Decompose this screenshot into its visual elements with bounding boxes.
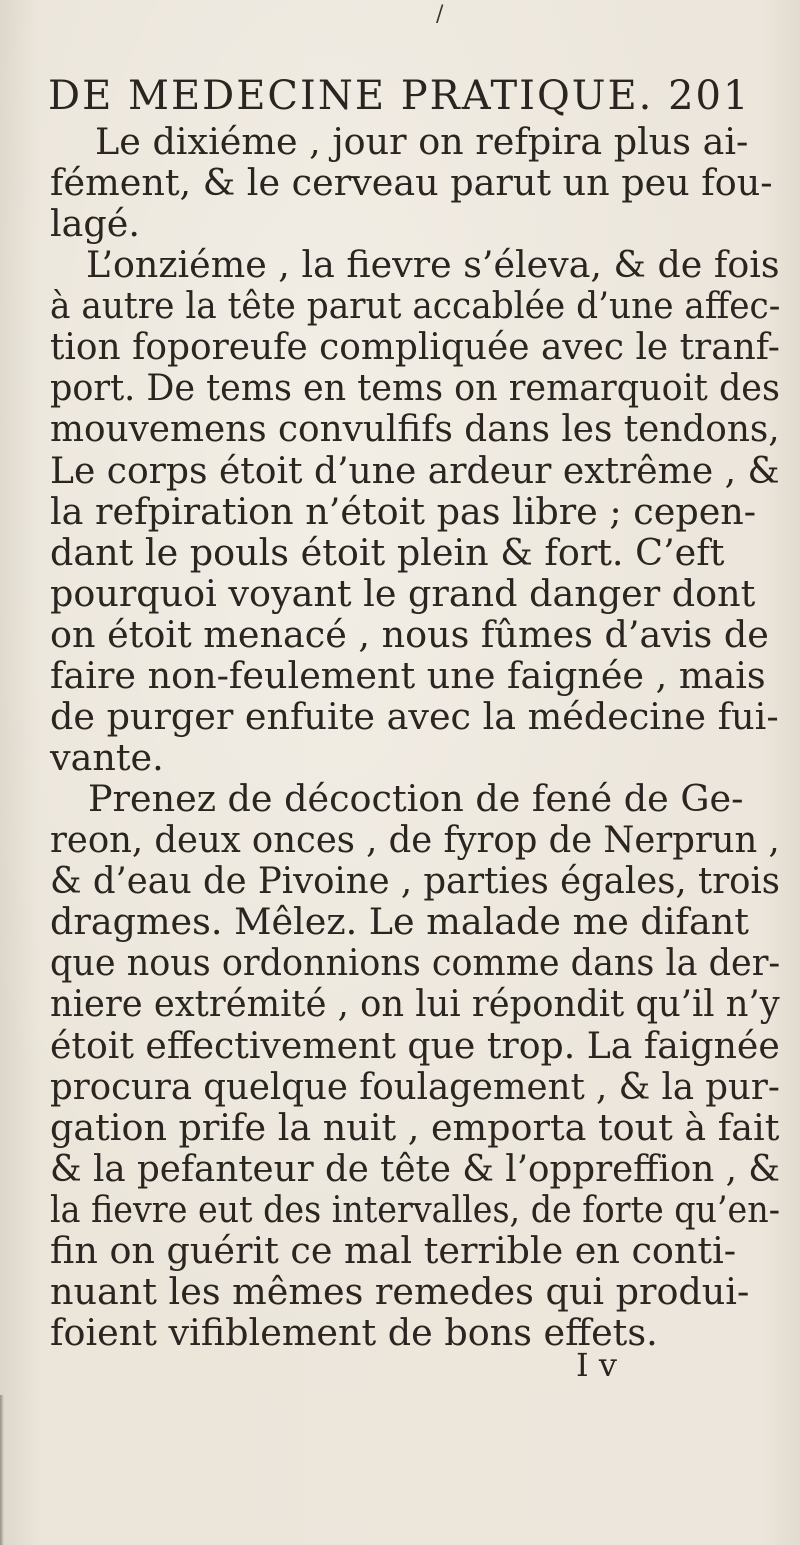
text-line: à autre la tête parut accablée d’une affec- (50, 284, 781, 327)
text-line: la refpiration n’étoit pas libre ; cepen- (50, 490, 757, 533)
text-line: lagé. (50, 202, 141, 245)
text-line: de purger enfuite avec la médecine fui- (50, 695, 779, 738)
text-line: que nous ordonnions comme dans la der- (50, 941, 781, 984)
signature-mark: I v (576, 1346, 617, 1384)
text-line: mouvemens convulfifs dans les tendons, (50, 407, 780, 450)
text-line: on étoit menacé , nous fûmes d’avis de (50, 613, 769, 656)
text-line: foient vifiblement de bons effets. (50, 1311, 658, 1354)
text-line: tion foporeufe compliquée avec le tranf- (50, 325, 780, 368)
text-line: dragmes. Mêlez. Le malade me difant (50, 900, 749, 943)
text-line: gation prife la nuit , emporta tout à fait (50, 1106, 780, 1149)
text-line: & la pefanteur de tête & l’oppreffion , & (50, 1147, 780, 1190)
running-head: DE MEDECINE PRATIQUE. 201 (48, 73, 751, 119)
text-line: faire non-feulement une faignée , mais (50, 654, 766, 697)
text-line: Le corps étoit d’une ardeur extrême , & (50, 449, 780, 492)
text-line: fin on guérit ce mal terrible en conti- (50, 1229, 737, 1272)
text-line: port. De tems en tems on remarquoit des (50, 366, 780, 409)
text-line: niere extrémité , on lui répondit qu’il n’y (50, 982, 780, 1025)
text-line: & d’eau de Pivoine , parties égales, trois (50, 859, 780, 902)
text-line: la fievre eut des intervalles, de forte qu’en- (50, 1188, 780, 1231)
text-line: vante. (50, 736, 164, 779)
text-line: procura quelque foulagement , & la pur- (50, 1065, 780, 1108)
page-edge-shadow (0, 1395, 4, 1545)
text-line: Prenez de décoction de fené de Ge- (88, 777, 744, 820)
text-line: pourquoi voyant le grand danger dont (50, 572, 756, 615)
text-line: dant le pouls étoit plein & fort. C’eft (50, 531, 725, 574)
top-mark: / (436, 2, 444, 27)
text-line: fément, & le cerveau parut un peu fou- (50, 161, 773, 204)
text-line: reon, deux onces , de fyrop de Nerprun , (50, 818, 780, 861)
text-line: étoit effectivement que trop. La faignée (50, 1024, 780, 1067)
text-line: L’onziéme , la fievre s’éleva, & de fois (86, 243, 780, 286)
text-line: Le dixiéme , jour on refpira plus ai- (95, 120, 749, 163)
text-line: nuant les mêmes remedes qui produi- (50, 1270, 750, 1313)
